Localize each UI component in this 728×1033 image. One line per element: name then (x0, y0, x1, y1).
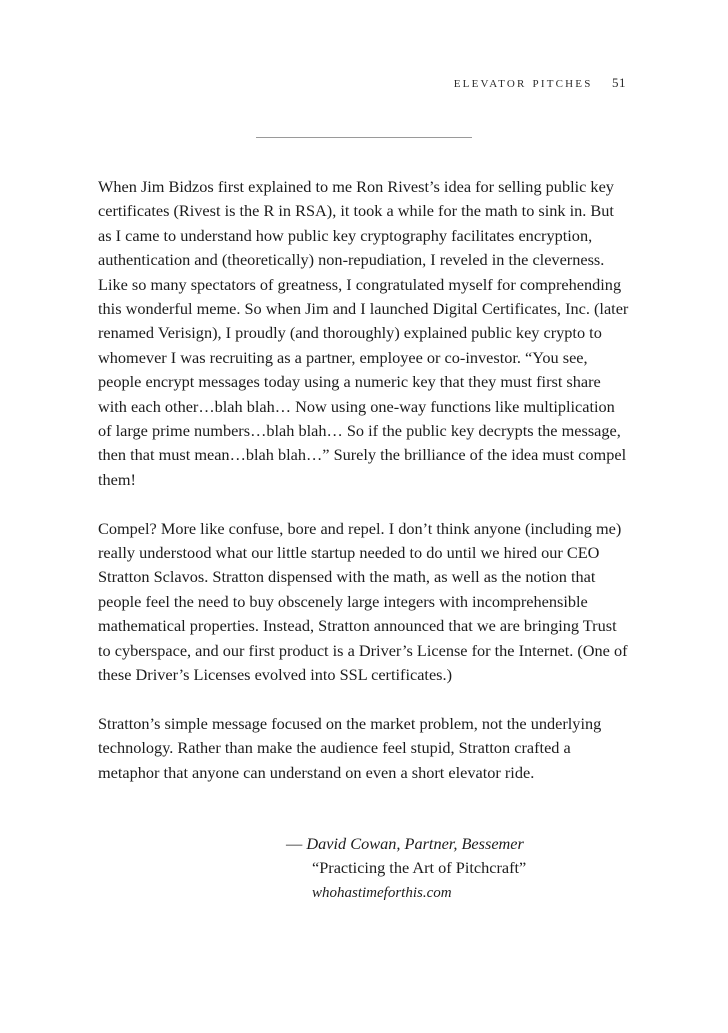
attribution-author: David Cowan, Partner, Bessemer (306, 834, 524, 853)
section-divider (256, 137, 472, 138)
attribution-website: whohastimeforthis.com (312, 885, 452, 901)
paragraph-2: Compel? More like confuse, bore and repel. I don’t think anyone (including me) really understood what our little startup needed to do until we hired our CEO Stratton Sclavos. Stratton dispensed with the math, as well as the notion that people feel the need to buy obscenely large integers with incomprehensible mathematical properties. Instead, Stratton announced that we are bringing Trust to cyberspace, and our first product is a Driver’s License for the Internet. (One of these Driver’s Licenses evolved into SSL certificates.) (98, 518, 628, 685)
attribution-source-title: “Practicing the Art of Pitchcraft” (312, 858, 527, 877)
paragraph-3: Stratton’s simple message focused on the market problem, not the underlying technology. Rather than make the audience feel stupid, Stratton crafted a metaphor that anyone can understand on even a short elevator ride. (98, 713, 602, 782)
attribution-dash: — (286, 834, 303, 853)
paragraph-1: When Jim Bidzos first explained to me Ron Rivest’s idea for selling public key certificates (Rivest is the R in RSA), it took a while for the math to sink in. But as I came to understand how public key cryptography facilitates encryption, authentication and (theoretically) non-repudiation, I reveled in the cleverness. Like so many spectators of greatness, I congratulated myself for comprehending this wonderful meme. So when Jim and I launched Digital Certificates, Inc. (later renamed Verisign), I proudly (and thoroughly) explained public key crypto to whomever I was recruiting as a partner, employee or co-investor. “You see, people encrypt messages today using a numeric key that they must first share with each other…blah blah… Now using one-way functions like multiplication of large prime numbers…blah blah… So if the public key decrypts the message, then that must mean…blah blah…” Surely the brilliance of the idea must compel them! (98, 177, 629, 489)
body-text (98, 175, 630, 810)
quote-attribution (286, 832, 526, 905)
attribution-author-line (286, 832, 526, 856)
attribution-website-line (286, 880, 526, 905)
section-title: elevator pitches (453, 75, 593, 91)
page-number: 51 (612, 75, 626, 90)
running-head (454, 75, 626, 92)
